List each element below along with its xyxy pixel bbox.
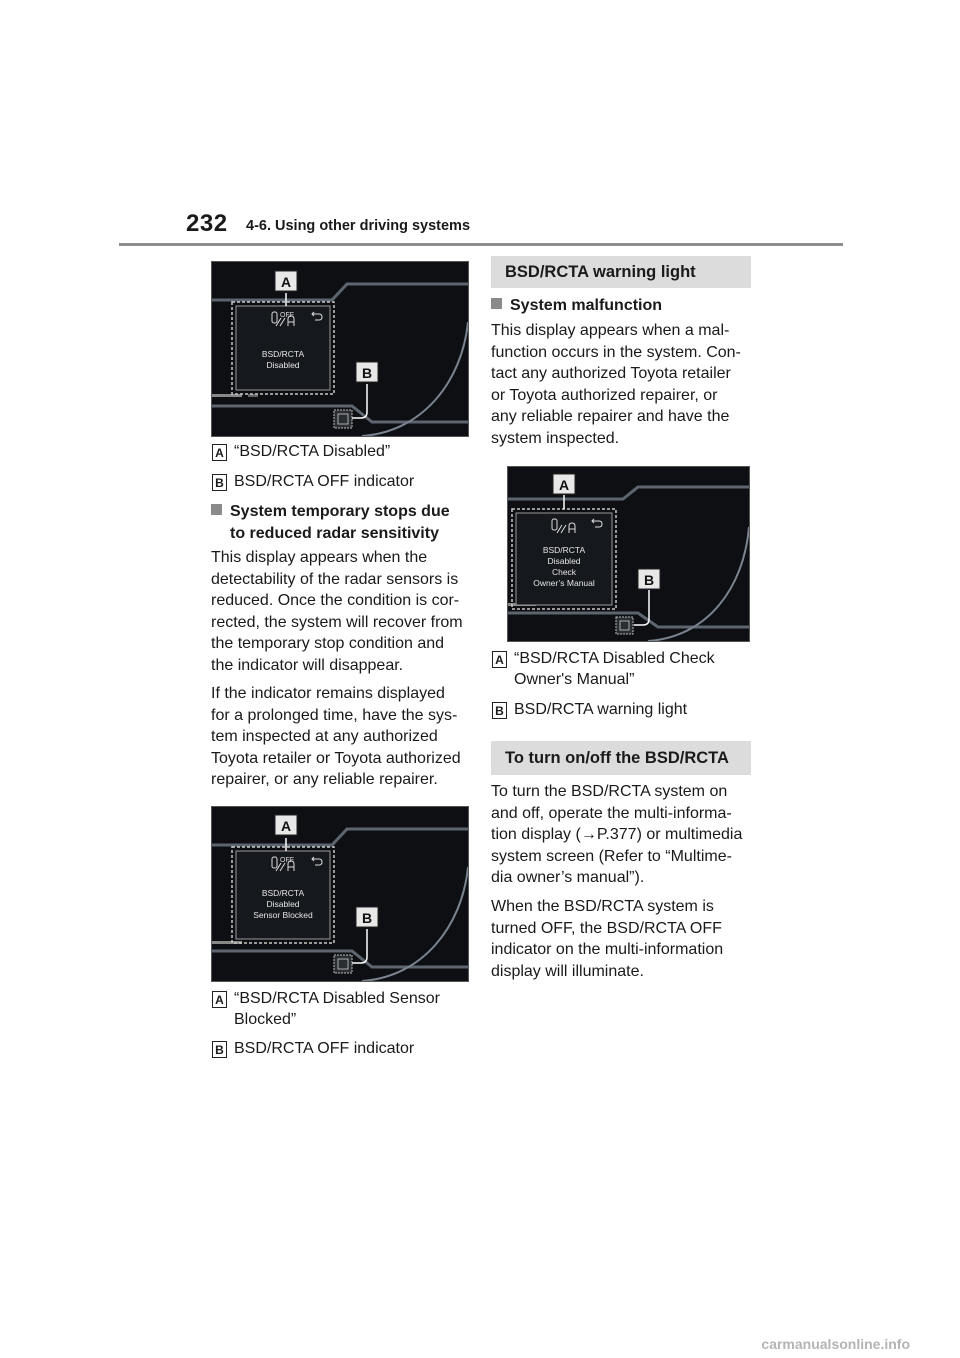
callout-b: B — [643, 572, 655, 588]
screen-text-line1: BSD/RCTA — [542, 545, 586, 555]
paragraph-detectability: This display appears when the detectability of the radar sensors is reduced. Once the condition is cor- rected, the system will recover from the temporary stop condition and the indicator will disappear. — [211, 549, 463, 674]
screen-text-line2: Disabled — [266, 360, 300, 370]
heading-system-malfunction: System malfunction — [491, 295, 662, 317]
label-a: A — [212, 991, 227, 1008]
label-b: B — [492, 702, 507, 719]
label-b: B — [212, 474, 227, 491]
label-a: A — [492, 651, 507, 668]
paragraph-turn-on-off: To turn the BSD/RCTA system on and off, operate the multi-informa- tion display (→P.377) or multimedia system screen (Refer to “Multime- dia owner’s manual”). — [491, 783, 743, 886]
callout-a: A — [558, 477, 570, 493]
screen-text-line1: BSD/RCTA — [261, 349, 305, 359]
paragraph-off-indicator: When the BSD/RCTA system is turned OFF, the BSD/RCTA OFF indicator on the multi-information display will illuminate. — [491, 898, 724, 980]
screen-text-line2: Disabled — [266, 899, 300, 909]
callout-b: B — [361, 910, 373, 926]
screen-text-line2: Disabled — [547, 556, 581, 566]
callout-a: A — [280, 274, 292, 290]
heading-warning-light: BSD/RCTA warning light — [491, 256, 751, 288]
screen-image-check-manual — [507, 466, 750, 642]
callout-a: A — [280, 818, 292, 834]
off-text: OFF — [280, 857, 294, 864]
screen-image-disabled — [211, 261, 469, 437]
heading-temporary-stop: System temporary stops due to reduced radar sensitivity — [211, 501, 450, 545]
caption-b: BSD/RCTA warning light — [514, 701, 688, 718]
screen-image-sensor-blocked — [211, 806, 469, 982]
callout-b: B — [361, 365, 373, 381]
off-text: OFF — [280, 312, 294, 319]
heading-turn-on-off: To turn on/off the BSD/RCTA — [491, 741, 751, 775]
section-title: 4-6. Using other driving systems — [246, 218, 471, 234]
paragraph-malfunction: This display appears when a mal- function occurs in the system. Con- tact any authorized Toyota retailer or Toyota authorized repairer, or any reliable repairer and have the system inspected. — [491, 322, 741, 447]
screen-text-line3: Sensor Blocked — [253, 910, 313, 920]
bullet-square-icon — [491, 298, 502, 309]
caption-a: “BSD/RCTA Disabled Sensor Blocked” — [234, 990, 440, 1028]
screen-text-line4: Owner’s Manual — [533, 578, 595, 588]
caption-b: BSD/RCTA OFF indicator — [234, 1040, 415, 1057]
caption-a: “BSD/RCTA Disabled Check Owner's Manual” — [514, 650, 715, 688]
watermark: carmanualsonline.info — [761, 1336, 910, 1352]
paragraph-prolonged: If the indicator remains displayed for a prolonged time, have the sys- tem inspected at any authorized Toyota retailer or Toyota authorized repairer, or any reliable repairer. — [211, 685, 461, 788]
header-rule — [119, 243, 843, 246]
label-b: B — [212, 1041, 227, 1058]
screen-text-line3: Check — [551, 567, 577, 577]
page-number: 232 — [186, 210, 228, 237]
caption-a: “BSD/RCTA Disabled” — [234, 443, 391, 460]
label-a: A — [212, 444, 227, 461]
screen-text-line1: BSD/RCTA — [261, 888, 305, 898]
caption-b: BSD/RCTA OFF indicator — [234, 473, 415, 490]
bullet-square-icon — [211, 504, 222, 515]
